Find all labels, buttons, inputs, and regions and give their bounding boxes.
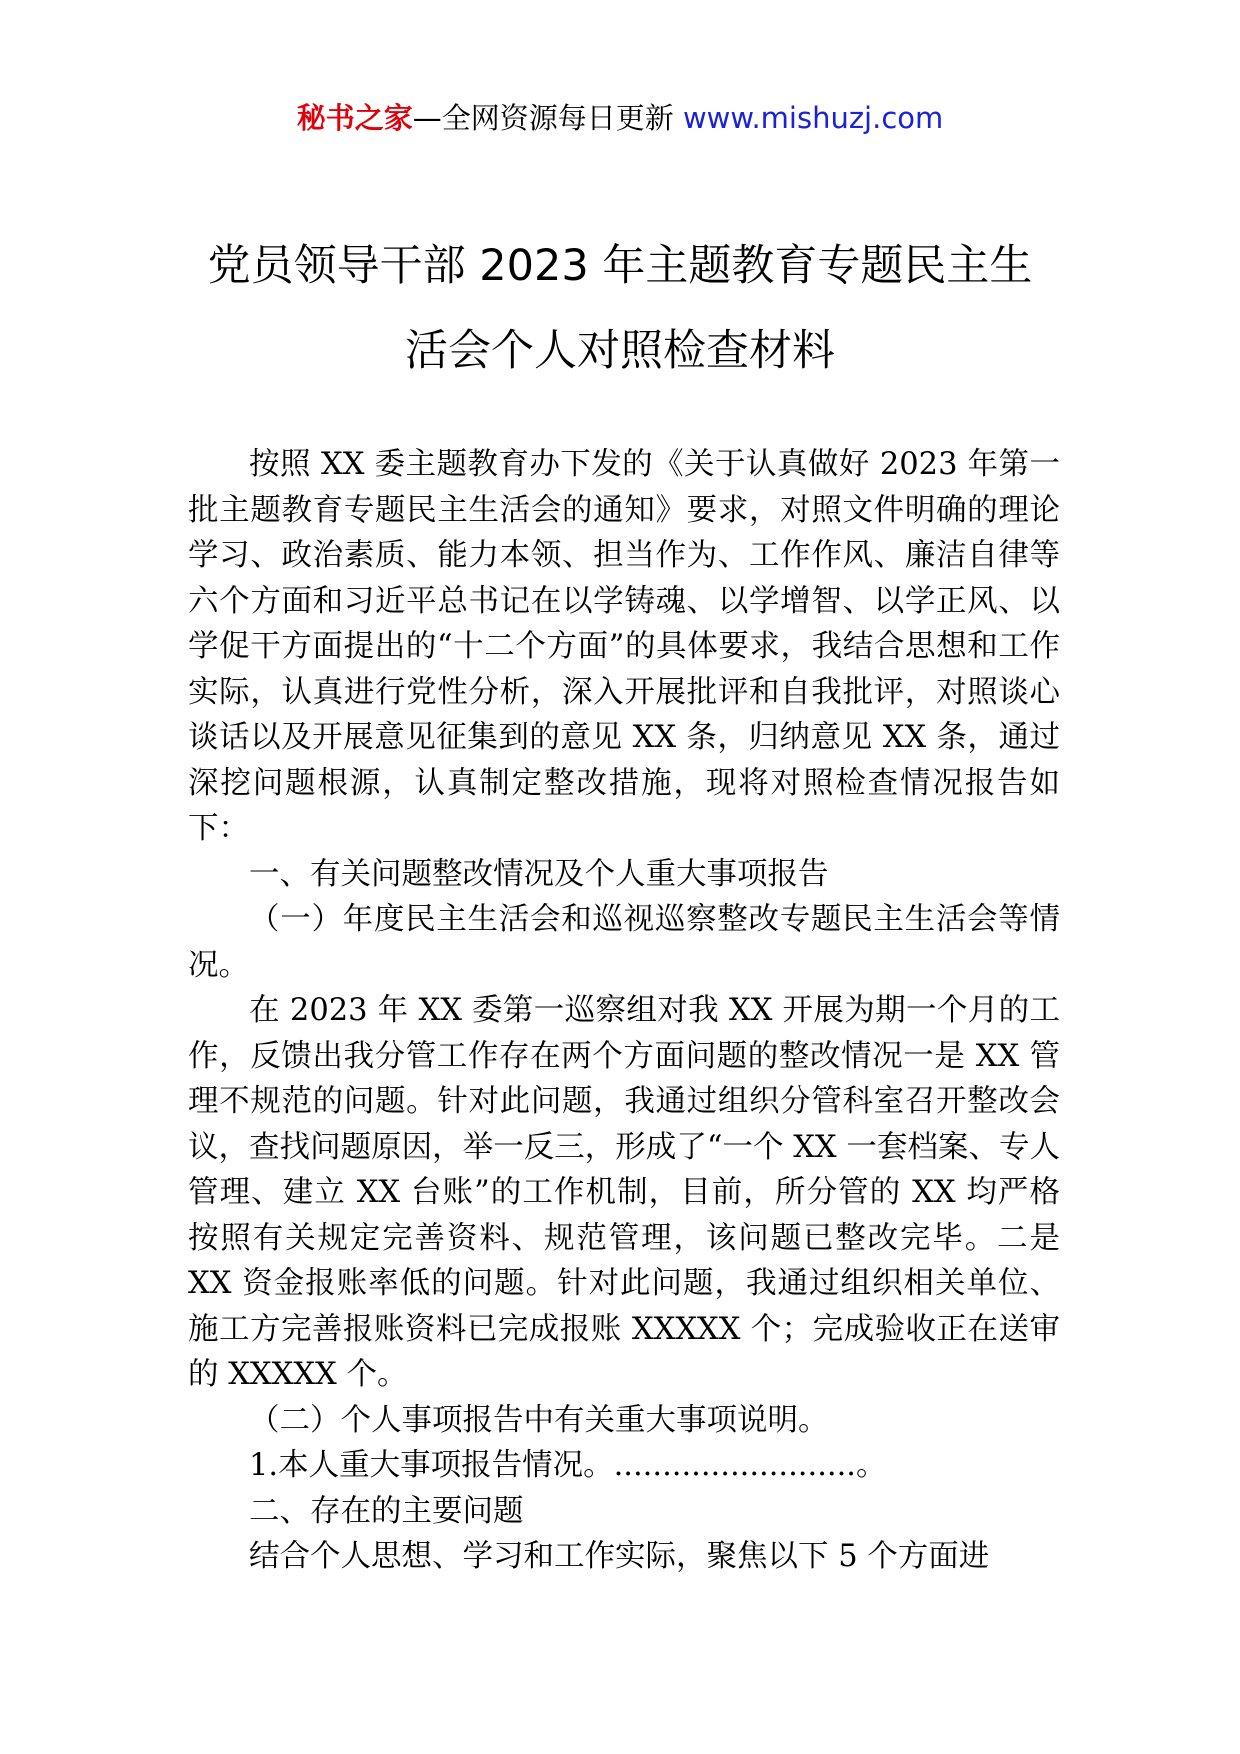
rectification-paragraph: 在 2023 年 XX 委第一巡察组对我 XX 开展为期一个月的工作，反馈出我分管工作存在两个方面问题的整改情况一是 XX 管理不规范的问题。针对此问题，我通过组织分管科室召开整改会议，查找问题原因，举一反三，形成了“一个 XX 一套档案、专人管理、建立 XX 台账”的工作机制，目前，所分管的 XX 均严格按照有关规定完善资料、规范管理，该问题已整改完毕。二是 XX 资金报账率低的问题。针对此问题，我通过组织相关单位、施工方完善报账资料已完成报账 XXXXX 个；完成验收正在送审的 XXXXX 个。 bbox=[188, 993, 1060, 1392]
subsection-heading-1: （一）年度民主生活会和巡视巡察整改专题民主生活会等情况。 bbox=[188, 902, 1060, 983]
site-tagline: —全网资源每日更新 bbox=[412, 101, 683, 135]
problems-intro-paragraph: 结合个人思想、学习和工作实际，聚焦以下 5 个方面进 bbox=[249, 1539, 990, 1574]
subsection-heading-2: （二）个人事项报告中有关重大事项说明。 bbox=[249, 1402, 829, 1438]
document-body bbox=[188, 442, 1060, 1580]
title-line-2: 活会个人对照检查材料 bbox=[405, 326, 835, 376]
section-heading-2: 二、存在的主要问题 bbox=[249, 1493, 524, 1529]
document-title bbox=[180, 224, 1060, 394]
personal-report-item: 1.本人重大事项报告情况。.........................。 bbox=[249, 1448, 887, 1483]
title-line-1: 党员领导干部 2023 年主题教育专题民主生 bbox=[207, 241, 1033, 291]
site-header bbox=[0, 98, 1240, 138]
site-url-link[interactable]: www.mishuzj.com bbox=[682, 101, 944, 135]
section-heading-1: 一、有关问题整改情况及个人重大事项报告 bbox=[249, 856, 829, 892]
intro-paragraph: 按照 XX 委主题教育办下发的《关于认真做好 2023 年第一批主题教育专题民主生活会的通知》要求，对照文件明确的理论学习、政治素质、能力本领、担当作为、工作作风、廉洁自律等六个方面和习近平总书记在以学铸魂、以学增智、以学正风、以学促干方面提出的“十二个方面”的具体要求，我结合思想和工作实际，认真进行党性分析，深入开展批评和自我批评，对照谈心谈话以及开展意见征集到的意见 XX 条，归纳意见 XX 条，通过深挖问题根源，认真制定整改措施，现将对照检查情况报告如下： bbox=[188, 447, 1060, 846]
site-brand: 秘书之家 bbox=[296, 101, 413, 135]
